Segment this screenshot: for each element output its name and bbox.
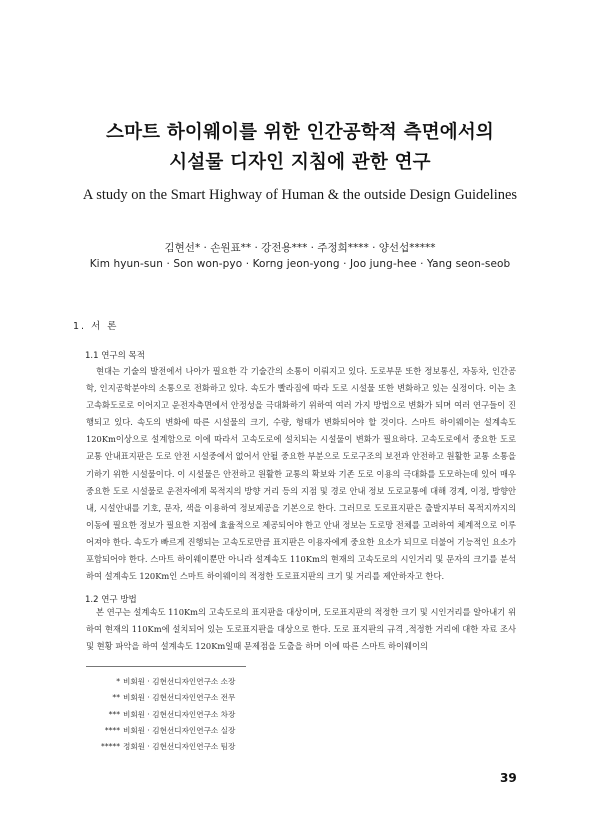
footnote-text: 비회원 · 김현선디자인연구소 실장 — [123, 725, 236, 735]
paragraph-purpose: 현대는 기술의 발전에서 나아가 필요한 각 기술간의 소통이 이뤄지고 있다. 도로부문 또한 정보통신, 자동차, 인간공학, 인지공학분야의 소통으로 전화하고 있다. 속도가 빨라짐에 따라 도로 시설물 또한 변화하고 있는 실정이다. 이는 초고속화도로로 이어지고 운전자측면에서 안정성을 극대화하기 위하여 여러 가지 방법으로 변화가 되며 여러 연구들이 진행되고 있다. 속도의 변화에 따른 시설물의 크기, 수량, 형태가 변화되어야 할 것이다. 스마트 하이웨이는 설계속도 120Km이상으로 설계함으로 이에 따라서 고속도로에 설치되는 시설물이 변화가 필요하다. 고속도로에서 중요한 도로 교통 안내표지판은 도로 안전 시설중에서 없어서 안될 중요한 부분으로 도로구조의 보전과 안전하고 원활한 교통 소통을 기하기 위한 시설물이다. 이 시설물은 안전하고 원활한 교통의 확보와 기존 도로 이용의 극대화를 도모하는데 있어 매우 중요한 도로 시설물로 운전자에게 목적지의 방향 거리 등의 지점 및 경로 안내 정보 도로교통에 대해 경계, 이정, 방향안내, 시설안내를 기호, 문자, 색을 이용하여 정보제공을 기본으로 한다. 그러므로 도로표지판은 출발지부터 목적지까지의 이동에 필요한 정보가 필요한 지점에 효율적으로 제공되어야 한고 안내 정보는 도로망 전체를 고려하여 체계적으로 이루어져야 한다. 속도가 빠르게 진행되는 고속도로만큼 표지판은 이용자에게 중요한 요소가 되므로 더불어 기능적인 요소가 포함되어야 한다. 스마트 하이웨이뿐만 아니라 설계속도 110Km의 현재의 고속도로의 시인거리 및 문자의 크기를 분석하여 설계속도 120Km인 스마트 하이웨이의 적정한 도로표지판의 크기 및 거리를 제안하자고 한다. — [86, 366, 516, 582]
footnote-divider — [86, 666, 246, 667]
footnote-text: 비회원 · 김현선디자인연구소 차장 — [123, 709, 236, 719]
footnote-text: 비회원 · 김현선디자인연구소 전무 — [123, 693, 236, 703]
footnote-item — [86, 674, 386, 690]
footnote-item — [86, 739, 386, 755]
authors-english: Kim hyun-sun · Son won-pyo · Korng jeon-yong · Joo jung-hee · Yang seon-seob — [89, 258, 511, 270]
english-title: A study on the Smart Highway of Human & the outside Design Guidelines — [82, 187, 518, 203]
korean-title-line-2: 시설물 디자인 지침에 관한 연구 — [169, 152, 431, 173]
section-heading-introduction: 1. 서 론 — [73, 321, 119, 332]
footnote-mark: * — [116, 677, 120, 686]
footnote-mark: *** — [108, 709, 120, 719]
footnote-item — [86, 690, 386, 706]
authors-korean: 김현선* · 손원표** · 강전용*** · 주정희**** · 양선섭***** — [164, 242, 436, 254]
footnote-item — [86, 707, 386, 723]
subsection-heading-method: 1.2 연구 방법 — [85, 595, 137, 605]
footnote-mark: **** — [104, 725, 120, 735]
footnotes — [86, 674, 386, 755]
page-number: 39 — [500, 771, 517, 785]
korean-title-line-1: 스마트 하이웨이를 위한 인간공학적 측면에서의 — [106, 122, 494, 143]
footnote-text: 비회원 · 김현선디자인연구소 소장 — [123, 677, 236, 686]
paragraph-method: 본 연구는 설계속도 110Km의 고속도로의 표지판을 대상이며, 도로표지판의 적정한 크기 및 시인거리를 알아내기 위하여 현재의 110Km에 설치되어 있는 도로표지판을 대상으로 한다. 도로 표지판의 규격 ,적정한 거리에 대한 자료 조사 및 현황 파악을 하여 설계속도 120Km일때 문제점을 도출을 하며 이에 따른 스마트 하이웨이의 — [86, 607, 516, 652]
footnote-mark: ***** — [101, 742, 120, 752]
subsection-heading-purpose: 1.1 연구의 목적 — [85, 351, 145, 361]
footnote-mark: ** — [112, 693, 120, 703]
footnote-item — [86, 723, 386, 739]
footnote-text: 정회원 · 김현선디자인연구소 팀장 — [123, 742, 236, 752]
